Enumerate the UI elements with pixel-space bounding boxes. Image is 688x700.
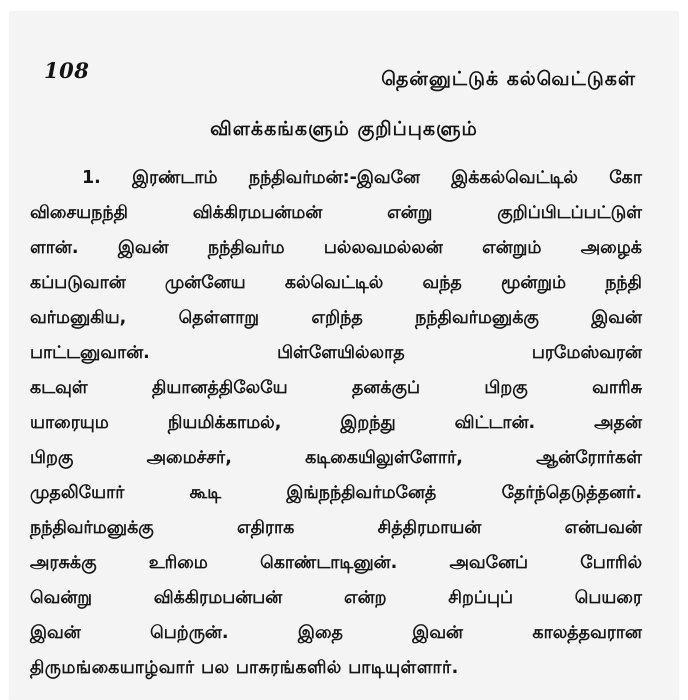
- body-line: பிறகு அமைச்சர், கடிகையிலுள்ளோர், ஆன்ரோர்கள்: [30, 448, 642, 468]
- body-line: ளான். இவன் நந்திவர்ம பல்லவமல்லன் என்றும் அழைக்: [30, 238, 642, 258]
- body-line: திருமங்கையாழ்வார் பல பாசுரங்களில் பாடியுள்ளார்.: [30, 658, 459, 678]
- body-line: வென்று விக்கிரமபன்பன் என்ற சிறப்புப் பெயரை: [30, 588, 642, 608]
- body-line: கப்படுவான் முன்னேய கல்வெட்டில் வந்த மூன்றும் நந்தி: [30, 273, 642, 293]
- body-line: விசையநந்தி விக்கிரமபன்மன் என்று குறிப்பிடப்பட்டுள்: [30, 203, 642, 223]
- book-page: [10, 12, 678, 700]
- body-line: கடவுள் தியானத்திலேயே தனக்குப் பிறகு வாரிசு: [30, 378, 642, 398]
- body-line: முதலியோர் கூடி இங்நந்திவர்மனேத் தேர்ந்தெடுத்தனர்.: [30, 483, 642, 503]
- running-title: தென்னுட்டுக் கல்வெட்டுகள்: [381, 68, 636, 90]
- body-line: வர்மனுகிய, தெள்ளாறு எறிந்த நந்திவர்மனுக்கு இவன்: [30, 308, 642, 328]
- body-line: யாரையும நியமிக்காமல், இறந்து விட்டான். அதன்: [30, 413, 642, 433]
- body-line: நந்திவர்மனுக்கு எதிராக சித்திரமாயன் என்பவன்: [30, 518, 642, 538]
- body-line: பாட்டனுவான். பிள்ளேயில்லாத பரமேஸ்வரன்: [30, 343, 642, 363]
- body-line: இவன் பெற்ருன். இதை இவன் காலத்தவரான: [30, 623, 642, 643]
- page-number: 108: [44, 58, 90, 83]
- body-line: 1. இரண்டாம் நந்திவர்மன்:-இவனே இக்கல்வெட்டில் கோ: [82, 168, 642, 188]
- section-title: விளக்கங்களும் குறிப்புகளும்: [210, 118, 478, 140]
- body-line: அரசுக்கு உரிமை கொண்டாடினுன். அவனேப் போரில்: [30, 553, 642, 573]
